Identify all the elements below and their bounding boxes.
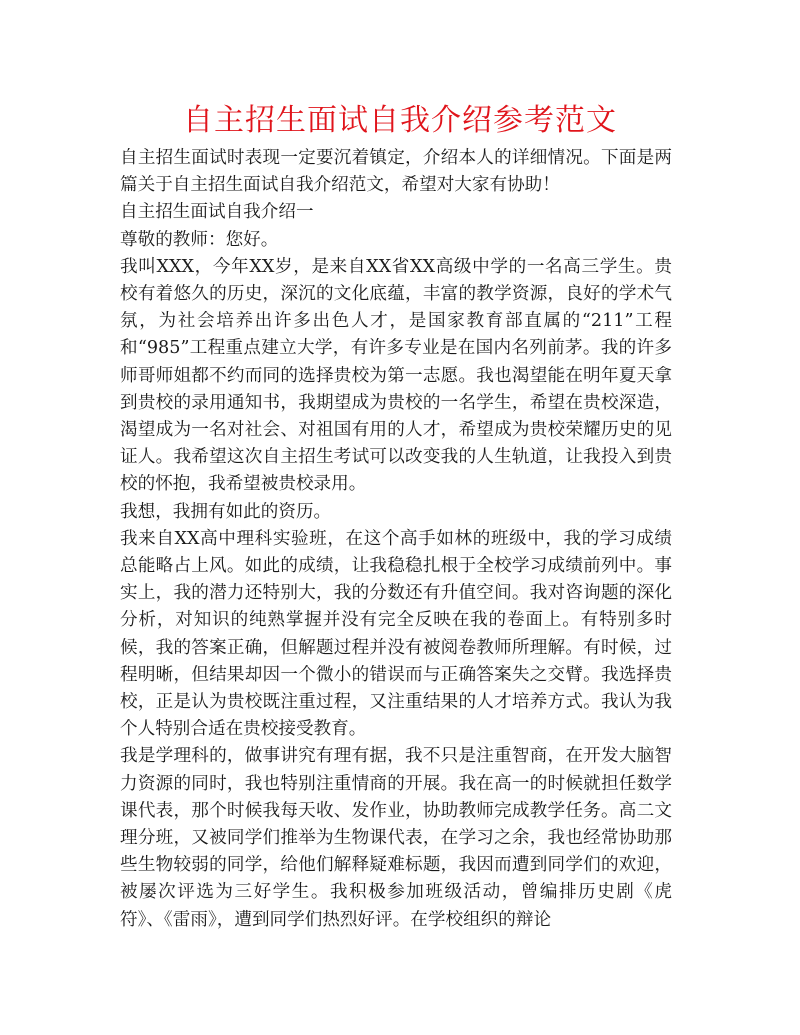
page-title: 自主招生面试自我介绍参考范文 — [183, 103, 617, 138]
body-paragraph: 我来自XX高中理科实验班，在这个高手如林的班级中，我的学习成绩总能略占上风。如此的成绩，让我稳稳扎根于全校学习成绩前列中。事实上，我的潜力还特别大，我的分数还有升值空间。我对咨询题的深化分析，对知识的纯熟掌握并没有完全反映在我的卷面上。有特别多时候，我的答案正确，但解题过程并没有被阅卷教师所理解。有时候，过程明晰，但结果却因一个微小的错误而与正确答案失之交臂。我选择贵校，正是认为贵校既注重过程，又注重结果的人才培养方式。我认为我个人特别合适在贵校接受教育。 — [120, 528, 672, 740]
body-paragraph: 我想，我拥有如此的资历。 — [120, 501, 332, 522]
greeting-paragraph: 尊敬的教师：您好。 — [120, 229, 279, 250]
body-paragraph: 我是学理科的，做事讲究有理有据，我不只是注重智商，在开发大脑智力资源的同时，我也特别注重情商的开展。我在高一的时候就担任数学课代表，那个时候我每天收、发作业，协助教师完成教学任务。高二文理分班，又被同学们推举为生物课代表，在学习之余，我也经常协助那些生物较弱的同学，给他们解释疑难标题，我因而遭到同学们的欢迎，被屡次评选为三好学生。我积极参加班级活动，曾编排历史剧《虎符》、《雷雨》，遭到同学们热烈好评。在学校组织的辩论 — [120, 746, 672, 930]
document-body — [120, 145, 672, 934]
body-paragraph: 我叫XXX，今年XX岁，是来自XX省XX高级中学的一名高三学生。贵校有着悠久的历史，深沉的文化底蕴，丰富的教学资源，良好的学术气氛，为社会培养出许多出色人才，是国家教育部直属的“211”工程和“985”工程重点建立大学，有许多专业是在国内名列前茅。我的许多师哥师姐都不约而同的选择贵校为第一志愿。我也渴望能在明年夏天拿到贵校的录用通知书，我期望成为贵校的一名学生，希望在贵校深造，渴望成为一名对社会、对祖国有用的人才，希望成为贵校荣耀历史的见证人。我希望这次自主招生考试可以改变我的人生轨道，让我投入到贵校的怀抱，我希望被贵校录用。 — [120, 256, 672, 495]
section-heading: 自主招生面试自我介绍一 — [120, 202, 314, 223]
intro-paragraph: 自主招生面试时表现一定要沉着镇定，介绍本人的详细情况。下面是两篇关于自主招生面试自我介绍范文，希望对大家有协助！ — [120, 148, 672, 196]
